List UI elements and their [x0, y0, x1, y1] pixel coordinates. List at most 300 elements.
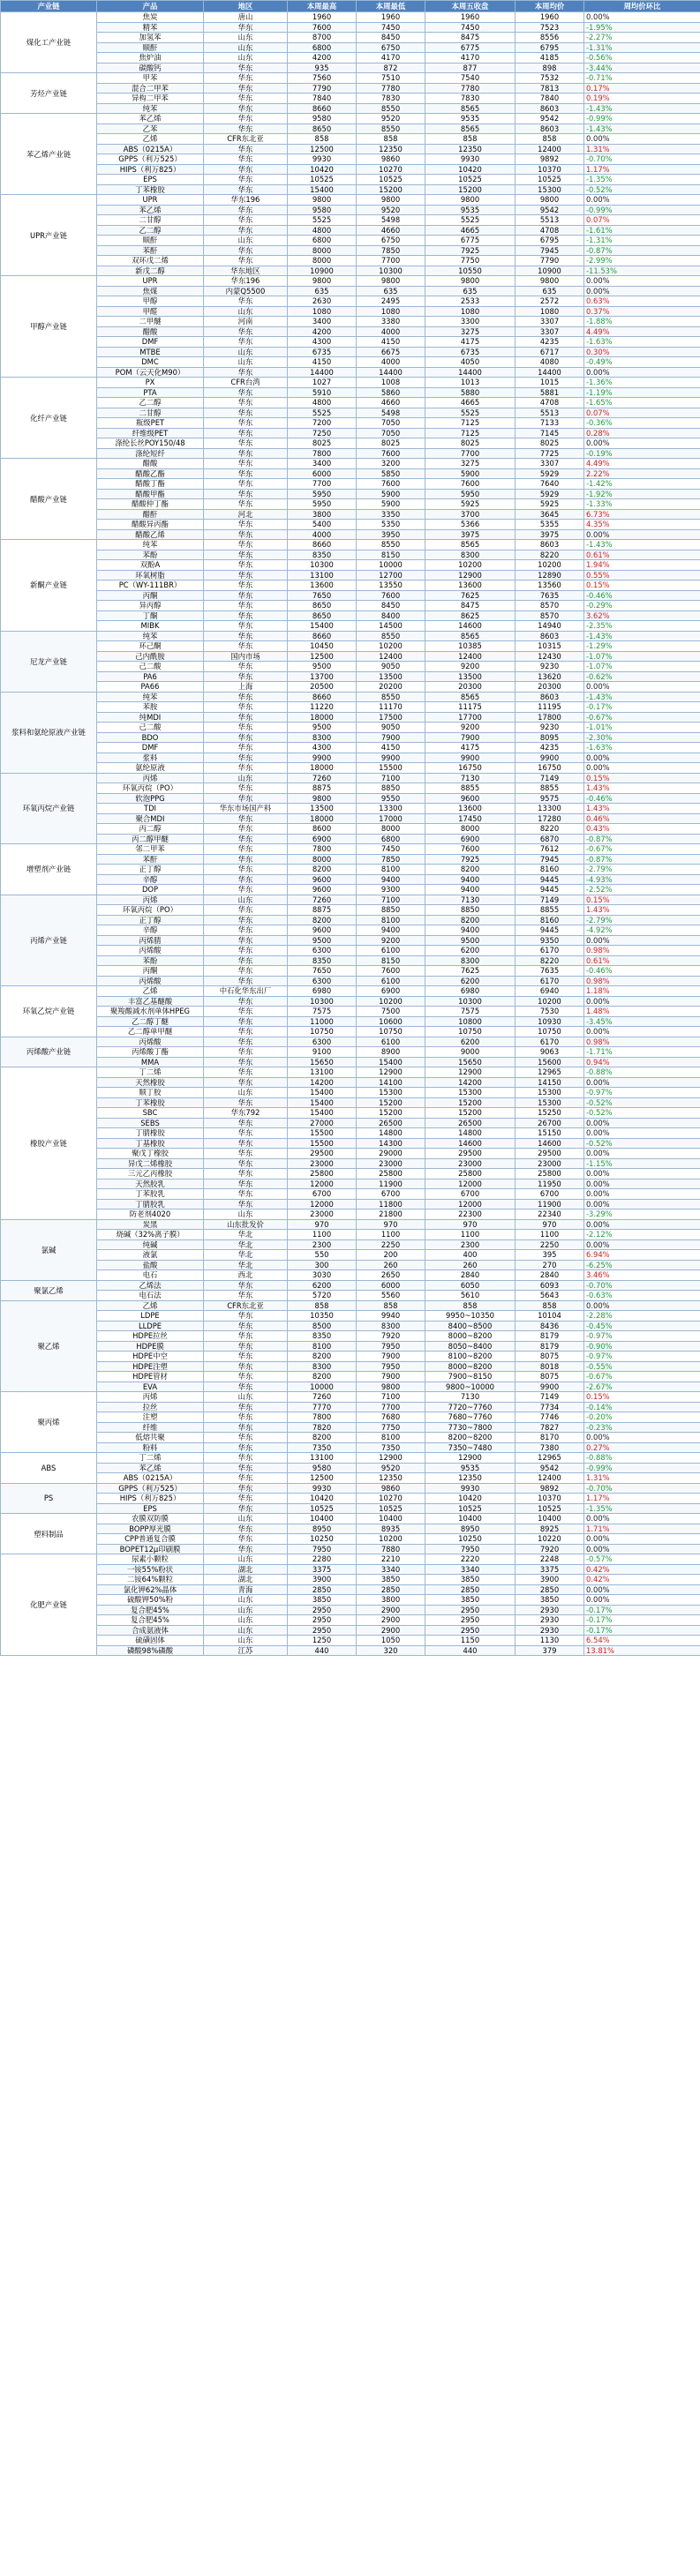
table-row [1, 692, 700, 702]
week-high: 14200 [288, 1077, 357, 1088]
table-row [1, 1575, 700, 1585]
wow-change: -0.17% [584, 1605, 700, 1615]
region: 华东 [204, 1149, 288, 1159]
week-avg: 9542 [516, 1463, 584, 1473]
week-low: 7780 [357, 83, 425, 94]
region: 山东 [204, 1636, 288, 1646]
week-avg: 4185 [516, 53, 584, 64]
table-row [1, 418, 700, 429]
week-low: 9400 [357, 925, 425, 936]
product-name: POM（云天化M90） [97, 367, 204, 378]
week-low: 10270 [357, 164, 425, 175]
week-low: 7350 [357, 1442, 425, 1453]
region: 华东 [204, 1422, 288, 1433]
week-avg: 10200 [516, 996, 584, 1007]
week-avg: 6700 [516, 1189, 584, 1200]
friday-close: 9400 [425, 925, 516, 936]
week-low: 7880 [357, 1544, 425, 1554]
region: 华东 [204, 540, 288, 550]
region: 华东 [204, 164, 288, 175]
table-row [1, 317, 700, 327]
region: 华东 [204, 610, 288, 621]
week-low: 29000 [357, 1149, 425, 1159]
week-avg: 7945 [516, 854, 584, 865]
region: 河南 [204, 317, 288, 327]
week-low: 7050 [357, 428, 425, 438]
chain-name: 化肥产业链 [1, 1554, 97, 1656]
wow-change: -0.67% [584, 1372, 700, 1382]
wow-change: -1.65% [584, 398, 700, 408]
table-row [1, 631, 700, 641]
table-row [1, 175, 700, 185]
week-low: 15300 [357, 1088, 425, 1098]
product-name: 苯酚 [97, 550, 204, 560]
week-avg: 8220 [516, 824, 584, 835]
product-name: EVA [97, 1382, 204, 1392]
chain-name: 塑料制品 [1, 1514, 97, 1554]
wow-change: -1.43% [584, 692, 700, 702]
week-high: 8660 [288, 692, 357, 702]
friday-close: 11175 [425, 702, 516, 713]
week-avg: 5925 [516, 499, 584, 510]
week-avg: 7790 [516, 256, 584, 266]
product-name: DMF [97, 743, 204, 753]
friday-close: 9400 [425, 885, 516, 895]
region: 华东 [204, 245, 288, 256]
week-avg: 10104 [516, 1311, 584, 1322]
week-low: 5498 [357, 408, 425, 418]
region: 华北 [204, 1260, 288, 1270]
chain-name: 浆料和氨纶原液产业链 [1, 692, 97, 773]
table-row [1, 702, 700, 713]
table-row [1, 1412, 700, 1423]
week-low: 9860 [357, 154, 425, 165]
wow-change: -0.87% [584, 854, 700, 865]
region: 华东 [204, 1503, 288, 1514]
wow-change: 0.19% [584, 94, 700, 104]
week-avg: 2930 [516, 1625, 584, 1636]
week-high: 5950 [288, 489, 357, 499]
friday-close: 14200 [425, 1077, 516, 1088]
week-low: 6675 [357, 347, 425, 357]
friday-close: 7950 [425, 1544, 516, 1554]
wow-change: -0.63% [584, 1291, 700, 1301]
table-row [1, 215, 700, 226]
table-row [1, 1433, 700, 1443]
wow-change: 0.37% [584, 306, 700, 317]
week-high: 12000 [288, 1179, 357, 1189]
region: 华东 [204, 175, 288, 185]
week-high: 440 [288, 1645, 357, 1656]
product-name: 天然橡胶 [97, 1077, 204, 1088]
product-name: PC（WY-111BR） [97, 580, 204, 591]
friday-close: 12000 [425, 1179, 516, 1189]
table-row [1, 73, 700, 84]
product-name: 聚羧酸减水剂单体HPEG [97, 1007, 204, 1017]
week-avg: 395 [516, 1250, 584, 1261]
wow-change: -0.17% [584, 702, 700, 713]
region: 华东 [204, 1534, 288, 1545]
week-high: 8500 [288, 1321, 357, 1331]
week-low: 2250 [357, 1239, 425, 1250]
week-low: 6100 [357, 976, 425, 986]
product-name: 环氧丙烷（PO） [97, 905, 204, 916]
wow-change: 1.94% [584, 560, 700, 571]
week-avg: 9063 [516, 1047, 584, 1058]
week-avg: 9800 [516, 276, 584, 287]
product-name: 顺酐 [97, 42, 204, 53]
product-name: 正丁醇 [97, 865, 204, 875]
region: 华东 [204, 783, 288, 794]
wow-change: -3.45% [584, 1016, 700, 1027]
week-avg: 20300 [516, 682, 584, 693]
wow-change: 4.35% [584, 520, 700, 530]
friday-close: 7680~7760 [425, 1412, 516, 1423]
week-high: 5400 [288, 520, 357, 530]
week-avg: 14400 [516, 367, 584, 378]
wow-change: 0.61% [584, 550, 700, 560]
week-high: 5910 [288, 387, 357, 398]
friday-close: 10420 [425, 164, 516, 175]
wow-change: -3.44% [584, 63, 700, 73]
week-avg: 10525 [516, 1503, 584, 1514]
product-name: 醋酸异丙酯 [97, 520, 204, 530]
friday-close: 9600 [425, 793, 516, 804]
wow-change: -0.46% [584, 590, 700, 601]
product-name: 农膜双防膜 [97, 1514, 204, 1524]
region: 华东 [204, 996, 288, 1007]
friday-close: 10800 [425, 1016, 516, 1027]
product-name: 醋酸甲酯 [97, 489, 204, 499]
week-avg: 7840 [516, 94, 584, 104]
wow-change: 0.00% [584, 1077, 700, 1088]
wow-change: 1.17% [584, 164, 700, 175]
friday-close: 2850 [425, 1584, 516, 1595]
week-low: 7450 [357, 844, 425, 855]
week-low: 12350 [357, 1473, 425, 1484]
week-avg: 7635 [516, 590, 584, 601]
wow-change: 0.00% [584, 763, 700, 774]
table-row [1, 1494, 700, 1504]
table-row [1, 1118, 700, 1128]
friday-close: 2220 [425, 1554, 516, 1565]
week-low: 15200 [357, 1108, 425, 1119]
week-high: 9930 [288, 1483, 357, 1494]
wow-change: -3.29% [584, 1209, 700, 1220]
week-avg: 8570 [516, 610, 584, 621]
wow-change: 1.48% [584, 1007, 700, 1017]
region: 华北 [204, 1250, 288, 1261]
week-low: 8550 [357, 692, 425, 702]
table-row [1, 1463, 700, 1473]
week-high: 8660 [288, 540, 357, 550]
region: 华东 [204, 662, 288, 672]
table-row [1, 813, 700, 824]
week-avg: 7827 [516, 1422, 584, 1433]
product-name: 乙烯 [97, 986, 204, 997]
wow-change: -1.36% [584, 378, 700, 388]
chain-name: 环氧丙烷产业链 [1, 773, 97, 844]
region: 华东 [204, 1372, 288, 1382]
region: 华东市场国产料 [204, 804, 288, 814]
region: 华东 [204, 570, 288, 580]
region: 华东 [204, 1047, 288, 1058]
friday-close: 260 [425, 1260, 516, 1270]
week-low: 8850 [357, 905, 425, 916]
week-low: 9800 [357, 276, 425, 287]
region: 华东 [204, 1331, 288, 1342]
wow-change: 0.07% [584, 408, 700, 418]
friday-close: 10250 [425, 1534, 516, 1545]
week-high: 15400 [288, 184, 357, 195]
week-high: 8650 [288, 601, 357, 611]
region: 华东 [204, 1067, 288, 1078]
table-row [1, 184, 700, 195]
table-row [1, 1321, 700, 1331]
friday-close: 8565 [425, 103, 516, 114]
col-header-week-high: 本周最高 [288, 1, 357, 12]
product-name: PTA [97, 387, 204, 398]
week-avg: 10750 [516, 1027, 584, 1037]
week-low: 25800 [357, 1169, 425, 1179]
week-avg: 12890 [516, 570, 584, 580]
week-high: 8350 [288, 550, 357, 560]
region: 华东 [204, 1118, 288, 1128]
region: CFR台湾 [204, 378, 288, 388]
product-name: 丙烯 [97, 895, 204, 905]
week-avg: 2248 [516, 1554, 584, 1565]
week-high: 10450 [288, 641, 357, 652]
wow-change: 0.98% [584, 976, 700, 986]
week-avg: 17800 [516, 712, 584, 723]
friday-close: 6735 [425, 347, 516, 357]
week-avg: 15150 [516, 1128, 584, 1139]
chain-name: UPR产业链 [1, 195, 97, 276]
week-avg: 11950 [516, 1179, 584, 1189]
wow-change: 4.49% [584, 459, 700, 469]
product-name: 混合二甲苯 [97, 83, 204, 94]
table-row [1, 326, 700, 337]
friday-close: 20300 [425, 682, 516, 693]
week-high: 8025 [288, 438, 357, 449]
week-low: 8100 [357, 1433, 425, 1443]
week-high: 8200 [288, 1433, 357, 1443]
table-row [1, 580, 700, 591]
region: 华北 [204, 1239, 288, 1250]
region: 华东 [204, 124, 288, 134]
wow-change: -0.99% [584, 1463, 700, 1473]
week-high: 7260 [288, 773, 357, 783]
week-low: 7050 [357, 418, 425, 429]
product-name: 碳酸钙 [97, 63, 204, 73]
week-low: 10270 [357, 1494, 425, 1504]
region: 华东 [204, 529, 288, 540]
week-high: 7770 [288, 1402, 357, 1412]
product-name: 涤纶长丝POY150/48 [97, 438, 204, 449]
week-avg: 3900 [516, 1575, 584, 1585]
region: 山东 [204, 1392, 288, 1403]
table-row [1, 22, 700, 33]
product-name: GPPS（利万525） [97, 154, 204, 165]
product-name: 丙烯腈 [97, 935, 204, 946]
week-low: 2900 [357, 1605, 425, 1615]
week-avg: 8075 [516, 1372, 584, 1382]
product-name: 盐酸 [97, 1260, 204, 1270]
table-row [1, 1027, 700, 1037]
week-low: 10200 [357, 1534, 425, 1545]
week-avg: 858 [516, 134, 584, 145]
region: 西北 [204, 1270, 288, 1281]
week-avg: 5355 [516, 520, 584, 530]
region: 中石化华东出厂 [204, 986, 288, 997]
table-row [1, 1382, 700, 1392]
friday-close: 8950 [425, 1524, 516, 1534]
week-low: 2900 [357, 1625, 425, 1636]
region: 华东 [204, 1097, 288, 1108]
table-row [1, 33, 700, 43]
friday-close: 12350 [425, 1473, 516, 1484]
week-low: 12350 [357, 144, 425, 154]
friday-close: 1080 [425, 306, 516, 317]
region: 山东 [204, 357, 288, 368]
friday-close: 8855 [425, 783, 516, 794]
table-row [1, 367, 700, 378]
week-low: 9940 [357, 1311, 425, 1322]
region: 华东 [204, 854, 288, 865]
week-avg: 2930 [516, 1615, 584, 1626]
week-avg: 8018 [516, 1361, 584, 1372]
friday-close: 10385 [425, 641, 516, 652]
week-high: 9500 [288, 935, 357, 946]
week-low: 1080 [357, 306, 425, 317]
friday-close: 7900 [425, 732, 516, 743]
product-name: 纯碱 [97, 1239, 204, 1250]
region: 华东 [204, 813, 288, 824]
table-row [1, 976, 700, 986]
week-low: 7920 [357, 1331, 425, 1342]
region: 华东 [204, 1037, 288, 1047]
table-row [1, 1047, 700, 1058]
week-high: 5720 [288, 1291, 357, 1301]
week-high: 7575 [288, 1007, 357, 1017]
week-avg: 11900 [516, 1199, 584, 1209]
wow-change: -0.97% [584, 1352, 700, 1362]
wow-change: -0.20% [584, 1412, 700, 1423]
table-row [1, 783, 700, 794]
region: 华东 [204, 1321, 288, 1331]
table-row [1, 621, 700, 632]
week-low: 10525 [357, 175, 425, 185]
product-name: 醋酐 [97, 509, 204, 520]
region: 华东 [204, 1057, 288, 1067]
friday-close: 7625 [425, 966, 516, 977]
wow-change: 4.49% [584, 326, 700, 337]
product-name: BDO [97, 732, 204, 743]
week-low: 13550 [357, 580, 425, 591]
table-row [1, 946, 700, 956]
friday-close: 3340 [425, 1564, 516, 1575]
week-high: 4000 [288, 529, 357, 540]
friday-close: 8000 [425, 824, 516, 835]
friday-close: 2950 [425, 1605, 516, 1615]
product-name: 二甘醇 [97, 215, 204, 226]
friday-close: 2840 [425, 1270, 516, 1281]
week-low: 12400 [357, 651, 425, 662]
week-low: 15500 [357, 763, 425, 774]
week-low: 260 [357, 1260, 425, 1270]
wow-change: -0.45% [584, 1321, 700, 1331]
table-row [1, 357, 700, 368]
table-row [1, 1544, 700, 1554]
friday-close: 6900 [425, 834, 516, 844]
wow-change: -0.23% [584, 1422, 700, 1433]
week-high: 6300 [288, 1037, 357, 1047]
product-name: MIBK [97, 621, 204, 632]
friday-close: 1960 [425, 12, 516, 23]
product-name: 苯酚 [97, 955, 204, 966]
region: 国内市场 [204, 651, 288, 662]
table-row [1, 1442, 700, 1453]
table-row [1, 144, 700, 154]
region: 华东 [204, 550, 288, 560]
table-row [1, 1352, 700, 1362]
region: 山东 [204, 347, 288, 357]
week-low: 8550 [357, 124, 425, 134]
week-high: 5525 [288, 408, 357, 418]
product-name: 醋酸 [97, 459, 204, 469]
friday-close: 15200 [425, 1108, 516, 1119]
table-row [1, 205, 700, 215]
table-row [1, 905, 700, 916]
week-high: 6980 [288, 986, 357, 997]
week-low: 4660 [357, 225, 425, 236]
friday-close: 7450 [425, 22, 516, 33]
product-name: 氯化钾62%晶体 [97, 1584, 204, 1595]
product-name: 异构二甲苯 [97, 94, 204, 104]
week-high: 3850 [288, 1595, 357, 1606]
week-avg: 9445 [516, 874, 584, 885]
wow-change: 1.71% [584, 1524, 700, 1534]
week-low: 9200 [357, 935, 425, 946]
week-high: 7820 [288, 1422, 357, 1433]
week-high: 5525 [288, 215, 357, 226]
week-high: 10420 [288, 1494, 357, 1504]
product-name: 软泡PPG [97, 793, 204, 804]
friday-close: 4170 [425, 53, 516, 64]
friday-close: 10525 [425, 1503, 516, 1514]
week-avg: 9230 [516, 662, 584, 672]
week-low: 6000 [357, 1280, 425, 1291]
week-low: 14400 [357, 367, 425, 378]
week-avg: 6795 [516, 42, 584, 53]
wow-change: 0.00% [584, 1179, 700, 1189]
product-name: 丰富乙基醚酸 [97, 996, 204, 1007]
table-row [1, 378, 700, 388]
table-row [1, 1584, 700, 1595]
week-high: 4200 [288, 326, 357, 337]
region: 华东 [204, 256, 288, 266]
week-high: 7840 [288, 94, 357, 104]
week-low: 10200 [357, 641, 425, 652]
table-row [1, 1239, 700, 1250]
product-name: 纯MDI [97, 712, 204, 723]
week-high: 3800 [288, 509, 357, 520]
week-low: 7100 [357, 773, 425, 783]
wow-change: 3.46% [584, 1270, 700, 1281]
region: 华东 [204, 692, 288, 702]
week-low: 6750 [357, 42, 425, 53]
week-avg: 7640 [516, 479, 584, 490]
